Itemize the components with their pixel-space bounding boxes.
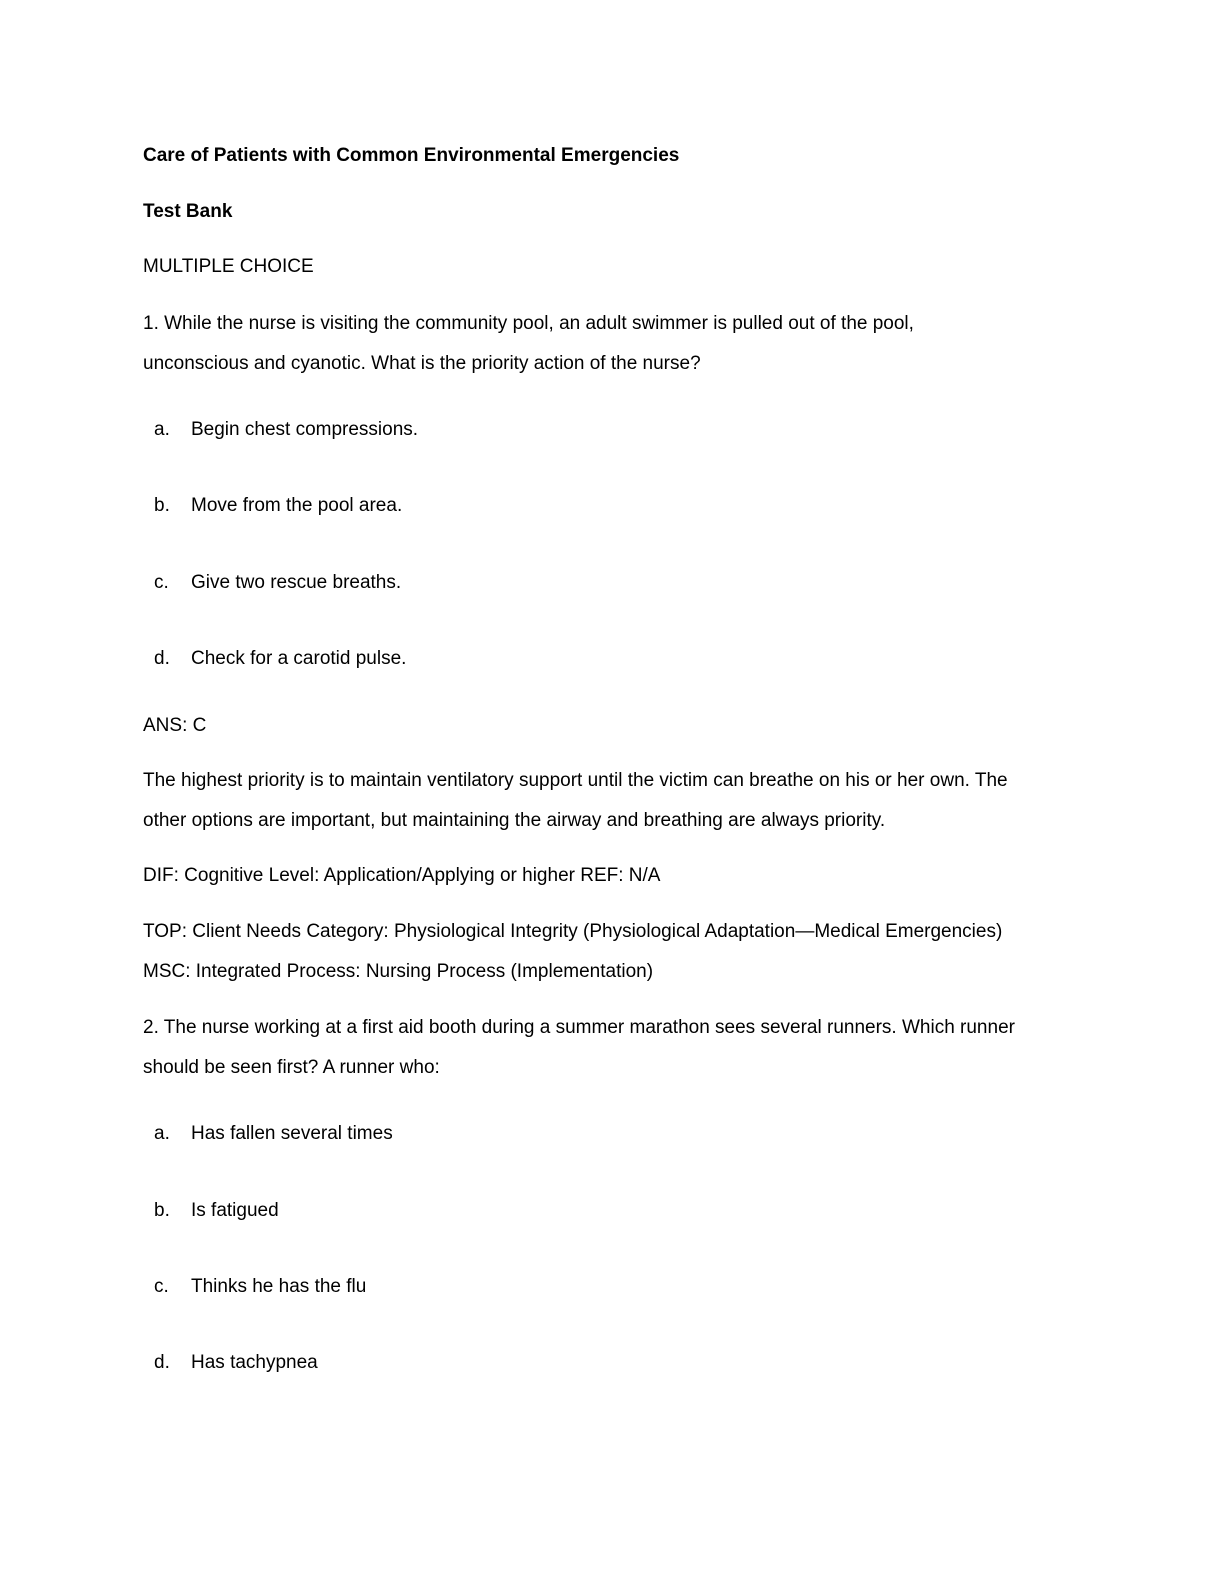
question-stem-line: 2. The nurse working at a first aid booth during a summer marathon sees several runners. Which runner: [143, 1017, 1015, 1038]
option-letter: b.: [154, 1200, 170, 1221]
option-text: Has fallen several times: [191, 1123, 393, 1144]
question-stem-line: unconscious and cyanotic. What is the priority action of the nurse?: [143, 353, 701, 374]
option-text: Has tachypnea: [191, 1352, 318, 1373]
misc-meta: MSC: Integrated Process: Nursing Process (Implementation): [143, 961, 654, 982]
rationale-line: other options are important, but maintaining the airway and breathing are always priority.: [143, 810, 886, 831]
option-letter: d.: [154, 1352, 170, 1373]
option-text: Is fatigued: [191, 1200, 279, 1221]
document-subtitle: Test Bank: [143, 201, 233, 222]
option-letter: b.: [154, 495, 170, 516]
document-title: Care of Patients with Common Environmental Emergencies: [143, 145, 680, 166]
option-letter: a.: [154, 419, 170, 440]
difficulty-meta: DIF: Cognitive Level: Application/Applying or higher REF: N/A: [143, 865, 661, 886]
section-heading: MULTIPLE CHOICE: [143, 256, 314, 277]
option-letter: c.: [154, 572, 169, 593]
option-text: Move from the pool area.: [191, 495, 403, 516]
topic-meta: TOP: Client Needs Category: Physiological Integrity (Physiological Adaptation—Medical Emergencies): [143, 921, 1003, 942]
option-text: Begin chest compressions.: [191, 419, 419, 440]
option-letter: d.: [154, 648, 170, 669]
option-text: Thinks he has the flu: [191, 1276, 367, 1297]
rationale-line: The highest priority is to maintain ventilatory support until the victim can breathe on his or her own. The: [143, 770, 1008, 791]
option-text: Give two rescue breaths.: [191, 572, 402, 593]
question-stem-line: should be seen first? A runner who:: [143, 1057, 440, 1078]
answer-key: ANS: C: [143, 715, 207, 736]
option-letter: c.: [154, 1276, 169, 1297]
option-text: Check for a carotid pulse.: [191, 648, 407, 669]
option-letter: a.: [154, 1123, 170, 1144]
question-stem-line: 1. While the nurse is visiting the community pool, an adult swimmer is pulled out of the pool,: [143, 313, 914, 334]
